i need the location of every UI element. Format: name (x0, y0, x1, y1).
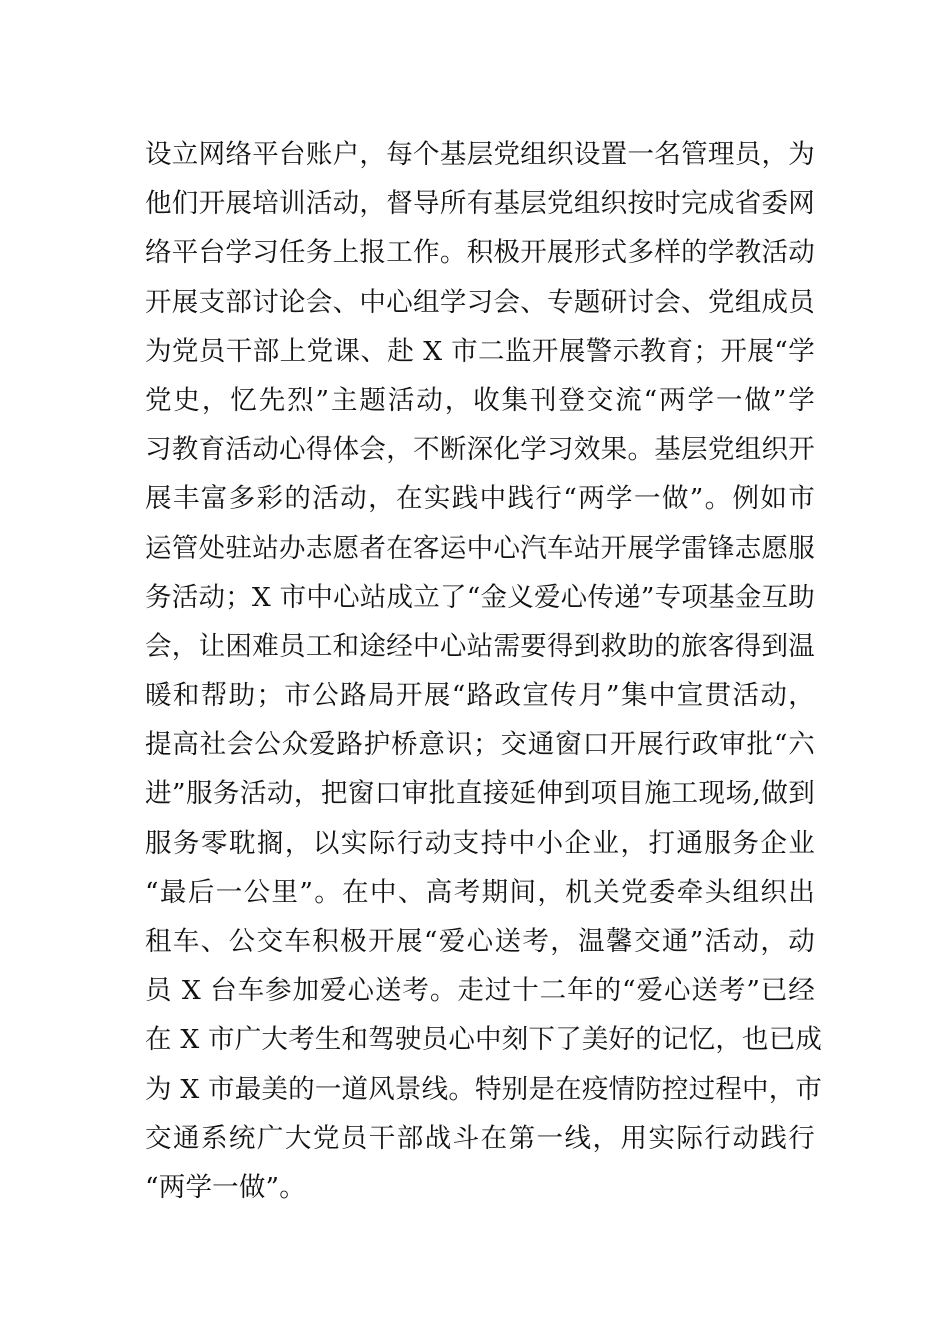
text-line: 他们开展培训活动，督导所有基层党组织按时完成省委网 (145, 188, 815, 220)
text-line: 租车、公交车积极开展“爱心送考，温馨交通”活动，动 (145, 926, 815, 957)
text-line: 服务零耽搁，以实际行动支持中小企业，打通服务企业 (145, 827, 815, 859)
text-line: 设立网络平台账户，每个基层党组织设置一名管理员，为 (145, 139, 815, 170)
text-line: 络平台学习任务上报工作。积极开展形式多样的学教活动 (145, 237, 815, 269)
text-line: 为 X 市最美的一道风景线。特别是在疫情防控过程中，市 (145, 1073, 823, 1105)
text-line: 运管处驻站办志愿者在客运中心汽车站开展学雷锋志愿服 (145, 532, 815, 564)
text-line: 习教育活动心得体会，不断深化学习效果。基层党组织开 (145, 434, 815, 466)
text-line: 展丰富多彩的活动，在实践中践行“两学一做”。例如市 (145, 483, 815, 515)
text-line: 务活动；X 市中心站成立了“金义爱心传递”专项基金互助 (145, 581, 815, 613)
text-line: 交通系统广大党员干部战斗在第一线，用实际行动践行 (145, 1122, 815, 1154)
text-line: 会，让困难员工和途经中心站需要得到救助的旅客得到温 (145, 630, 815, 662)
text-line: 进”服务活动，把窗口审批直接延伸到项目施工现场,做到 (145, 778, 815, 810)
text-line: 提高社会公众爱路护桥意识；交通窗口开展行政审批“六 (145, 729, 815, 761)
text-line: 为党员干部上党课、赴 X 市二监开展警示教育；开展“学 (145, 335, 815, 367)
body-paragraph (145, 130, 823, 1212)
text-line: “最后一公里”。在中、高考期间，机关党委牵头组织出 (145, 876, 815, 908)
text-line: 暖和帮助；市公路局开展“路政宣传月”集中宣贯活动， (145, 680, 815, 712)
text-line: 开展支部讨论会、中心组学习会、专题研讨会、党组成员 (145, 286, 815, 318)
text-line: 在 X 市广大考生和驾驶员心中刻下了美好的记忆，也已成 (145, 1024, 823, 1056)
text-line: 员 X 台车参加爱心送考。走过十二年的“爱心送考”已经 (145, 975, 815, 1007)
text-line: “两学一做”。 (145, 1171, 306, 1203)
text-line: 党史，忆先烈”主题活动，收集刊登交流“两学一做”学 (145, 384, 815, 416)
